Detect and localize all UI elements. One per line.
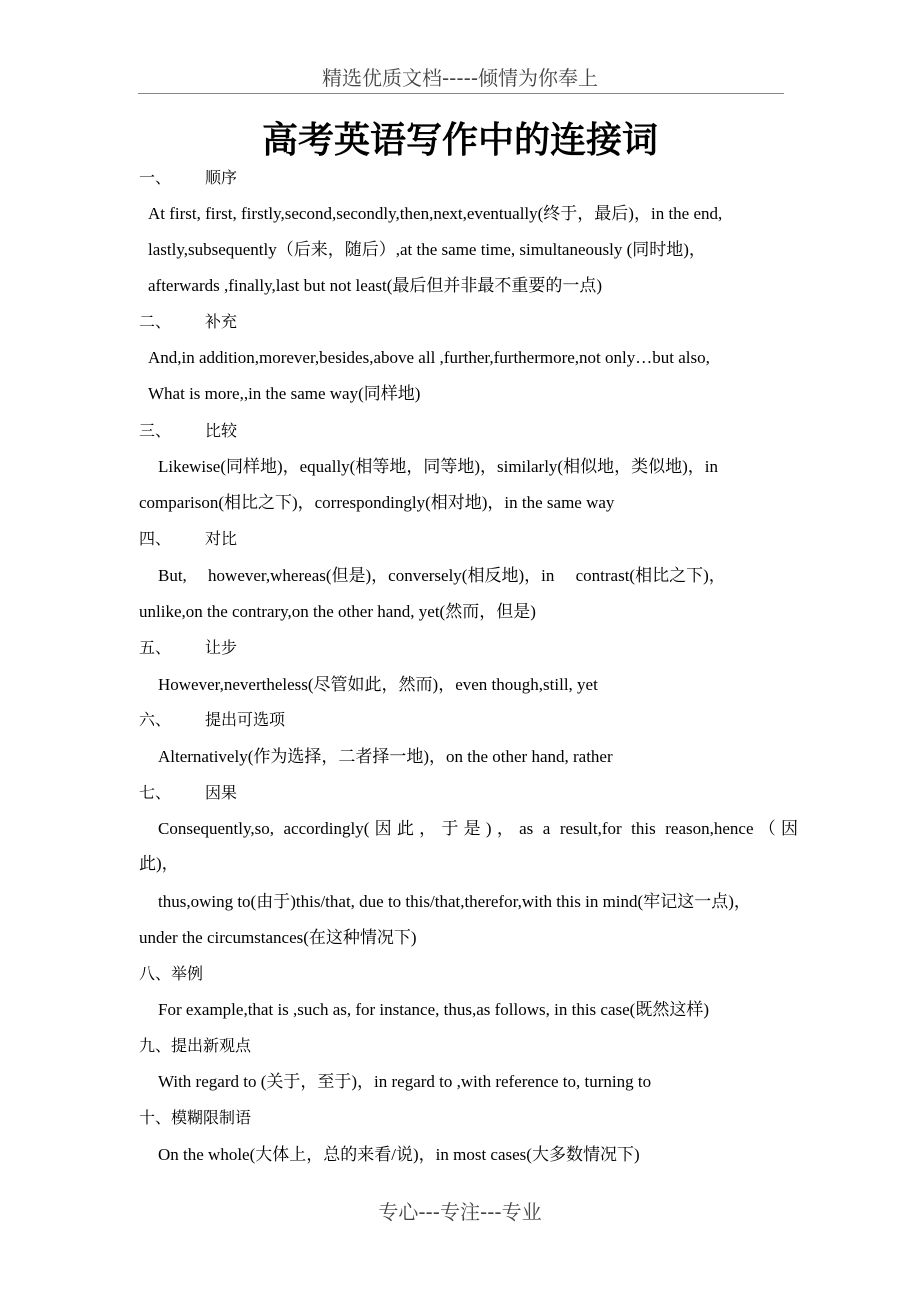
- document-title: 高考英语写作中的连接词: [261, 120, 658, 161]
- section-line: Alternatively(作为选择，二者择一地)，on the other hand, rather: [158, 747, 613, 766]
- header-divider: [138, 93, 784, 94]
- section-line: afterwards ,finally,last but not least(最后但并非最不重要的一点): [148, 276, 603, 295]
- page-header: 精选优质文档-----倾情为你奉上: [321, 66, 599, 90]
- section-line: And,in addition,morever,besides,above all ,further,furthermore,not only…but also,: [148, 348, 710, 367]
- section-number: 六、: [139, 710, 172, 729]
- section-line: unlike,on the contrary,on the other hand, yet(然而，但是): [139, 602, 536, 621]
- section-heading: [139, 528, 237, 550]
- section-line: What is more,,in the same way(同样地): [148, 384, 421, 403]
- section-line: For example,that is ,such as, for instance, thus,as follows, in this case(既然这样): [158, 1000, 709, 1019]
- section-line: Consequently,so, accordingly(因此，于是)，as a result,for this reason,hence（因: [158, 819, 798, 838]
- section-line: At first, first, firstly,second,secondly,then,next,eventually(终于，最后)，in the end,: [148, 204, 723, 223]
- section-number: 五、: [139, 638, 172, 657]
- section-heading: [139, 782, 237, 804]
- section-heading: [139, 167, 237, 189]
- section-number: 四、: [139, 529, 172, 548]
- section-heading: [139, 420, 237, 442]
- section-line: However,nevertheless(尽管如此，然而)，even though,still, yet: [158, 675, 598, 694]
- section-label: 顺序: [205, 168, 238, 187]
- section-line: lastly,subsequently（后来，随后）,at the same time, simultaneously (同时地)，: [148, 240, 706, 259]
- section-label: 比较: [205, 421, 238, 440]
- section-heading: [139, 637, 237, 659]
- section-number: 七、: [139, 783, 172, 802]
- section-number: 三、: [139, 421, 172, 440]
- section-heading: 十、模糊限制语: [139, 1108, 252, 1127]
- section-line: under the circumstances(在这种情况下): [139, 928, 417, 947]
- section-line: On the whole(大体上，总的来看/说)，in most cases(大多数情况下): [158, 1145, 640, 1164]
- section-line: 此)，: [139, 854, 179, 873]
- section-line: comparison(相比之下)，correspondingly(相对地)，in the same way: [139, 493, 615, 512]
- section-heading: [139, 709, 285, 731]
- section-label: 对比: [205, 529, 238, 548]
- page-footer: 专心---专注---专业: [378, 1200, 542, 1224]
- section-label: 补充: [205, 312, 238, 331]
- section-label: 提出可选项: [205, 710, 286, 729]
- section-line: thus,owing to(由于)this/that, due to this/that,therefor,with this in mind(牢记这一点)，: [158, 892, 751, 911]
- section-heading: [139, 311, 237, 333]
- section-line: Likewise(同样地)，equally(相等地，同等地)，similarly(相似地，类似地)，in: [158, 457, 718, 476]
- section-line: But, however,whereas(但是)，conversely(相反地)，in contrast(相比之下)，: [158, 566, 726, 585]
- section-number: 一、: [139, 168, 172, 187]
- section-label: 让步: [205, 638, 238, 657]
- section-heading: 九、提出新观点: [139, 1036, 252, 1055]
- section-heading: 八、举例: [139, 964, 204, 983]
- section-label: 因果: [205, 783, 238, 802]
- section-number: 二、: [139, 312, 172, 331]
- section-line: With regard to (关于，至于)，in regard to ,with reference to, turning to: [158, 1072, 652, 1091]
